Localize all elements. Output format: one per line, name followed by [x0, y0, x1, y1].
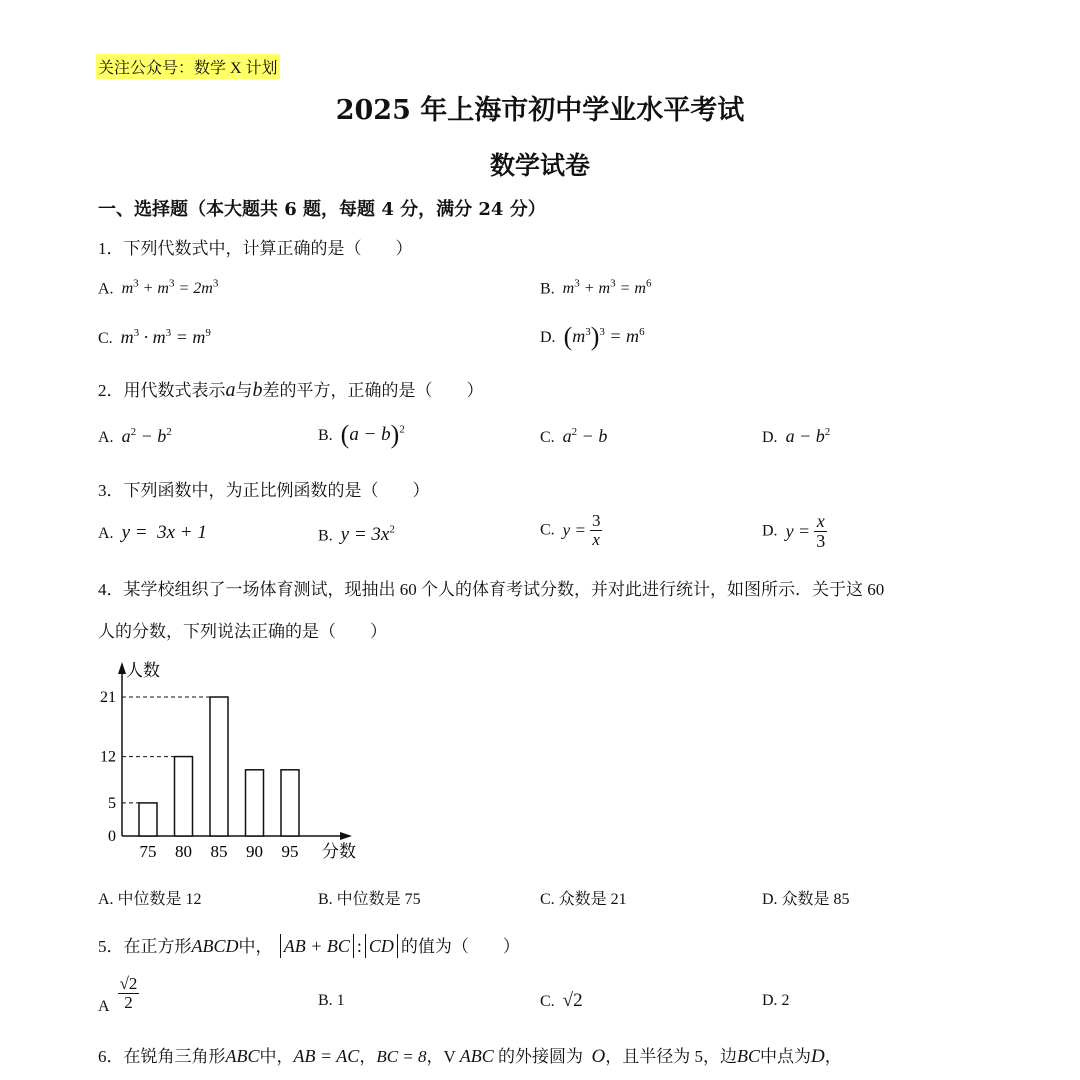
y-axis-arrow — [118, 662, 126, 674]
q4-option-a[interactable]: A. 中位数是 12 — [98, 891, 202, 908]
q4-option-b[interactable]: B. 中位数是 75 — [318, 891, 421, 908]
question-1-stem: 1．下列代数式中，计算正确的是（ ） — [98, 239, 413, 258]
q5-option-a-letter: A — [98, 998, 110, 1016]
q1-option-d-letter: D. — [540, 329, 556, 346]
histogram-bar — [281, 770, 299, 836]
q5-option-c[interactable]: C. √2 — [540, 990, 583, 1011]
x-axis-arrow — [340, 832, 352, 840]
q3-option-a-letter: A. — [98, 525, 114, 542]
q5-option-d[interactable]: D. 2 — [762, 992, 790, 1009]
histogram-bar — [139, 803, 157, 836]
q2-option-c[interactable]: C. $a^2 - b$ — [540, 426, 608, 446]
question-4-stem-line1: 4．某学校组织了一场体育测试，现抽出 60 个人的体育考试分数，并对此进行统计，如图所示．关于这 60 — [98, 580, 885, 599]
q4-option-c[interactable]: C. 众数是 21 — [540, 891, 627, 908]
q3-option-a[interactable]: A. y = 3x + 1 — [98, 522, 207, 543]
q3-option-b-letter: B. — [318, 527, 333, 545]
question-4-stem-line2: 人的分数，下列说法正确的是（ ） — [98, 622, 387, 641]
x-tick-label: 80 — [175, 842, 192, 861]
y-tick-label: 12 — [100, 748, 116, 766]
q1-option-b[interactable]: B. $m^3 + m^3 = m^6$ — [540, 278, 652, 298]
histogram-bar — [175, 757, 193, 836]
question-6-stem: 6．在锐角三角形ABC中，AB = AC，BC = 8，V ABC 的外接圆为 O，且半径为 5，边BC中点为D， — [98, 1046, 842, 1067]
q3-option-c-letter: C. — [540, 521, 555, 539]
y-tick-label: 5 — [108, 794, 116, 812]
y-tick-label: 21 — [100, 689, 116, 706]
histogram-bar — [246, 770, 264, 836]
question-5-stem: 5．在正方形ABCD中， AB + BC : CD 的值为（ ） — [98, 936, 520, 956]
q3-option-d-letter: D. — [762, 522, 778, 540]
q5-option-a[interactable]: A $\frac{√2}{2}$ — [98, 974, 138, 1016]
q1-option-a[interactable]: A. $m^3 + m^3 = 2m^3$ — [98, 278, 219, 298]
q3-option-d[interactable]: D. y = $\frac{x}{3}$ — [762, 511, 826, 551]
exam-title: 2025 年上海市初中学业水平考试 — [335, 95, 745, 126]
q1-option-c-letter: C. — [98, 330, 113, 347]
y-tick-label: 0 — [108, 828, 116, 845]
exam-subtitle: 数学试卷 — [489, 151, 590, 180]
q3-option-b[interactable]: B. $y = 3x^2$ — [318, 524, 395, 546]
x-tick-label: 95 — [281, 842, 299, 861]
q2-option-a[interactable]: A. $a^2 - b^2$ — [98, 426, 172, 446]
score-histogram — [88, 652, 388, 867]
q2-option-b-letter: B. — [318, 427, 333, 444]
q2-option-b[interactable]: B. $(a - b)^2$ — [318, 420, 405, 449]
promo-banner: 关注公众号：数学 X 计划 — [96, 54, 280, 79]
q1-option-d[interactable]: D. $(m^3)^3 = m^6$ — [540, 322, 645, 351]
section-heading: 一、选择题（本大题共 6 题，每题 4 分，满分 24 分） — [98, 199, 546, 220]
q2-option-d[interactable]: D. $a - b^2$ — [762, 426, 831, 446]
y-axis-label: 人数 — [126, 661, 160, 680]
q1-option-b-letter: B. — [540, 280, 555, 298]
q5-option-c-letter: C. — [540, 993, 555, 1010]
q1-option-a-letter: A. — [98, 280, 114, 298]
q5-option-b[interactable]: B. 1 — [318, 992, 345, 1009]
histogram-bar — [210, 697, 228, 836]
question-3-stem: 3．下列函数中，为正比例函数的是（ ） — [98, 481, 430, 500]
q4-option-d[interactable]: D. 众数是 85 — [762, 891, 850, 908]
q2-option-d-letter: D. — [762, 429, 778, 446]
x-tick-label: 90 — [246, 842, 263, 861]
q2-option-c-letter: C. — [540, 429, 555, 446]
q3-option-c[interactable]: C. y = $\frac{3}{x}$ — [540, 511, 601, 549]
x-axis-label: 分数 — [322, 842, 356, 861]
question-2-stem: 2．用代数式表示a与b差的平方，正确的是（ ） — [98, 379, 484, 401]
x-tick-label: 75 — [139, 842, 157, 861]
q2-option-a-letter: A. — [98, 429, 114, 446]
q1-option-c[interactable]: C. $m^3 \cdot m^3 = m^9$ — [98, 327, 211, 347]
x-tick-label: 85 — [210, 842, 228, 861]
